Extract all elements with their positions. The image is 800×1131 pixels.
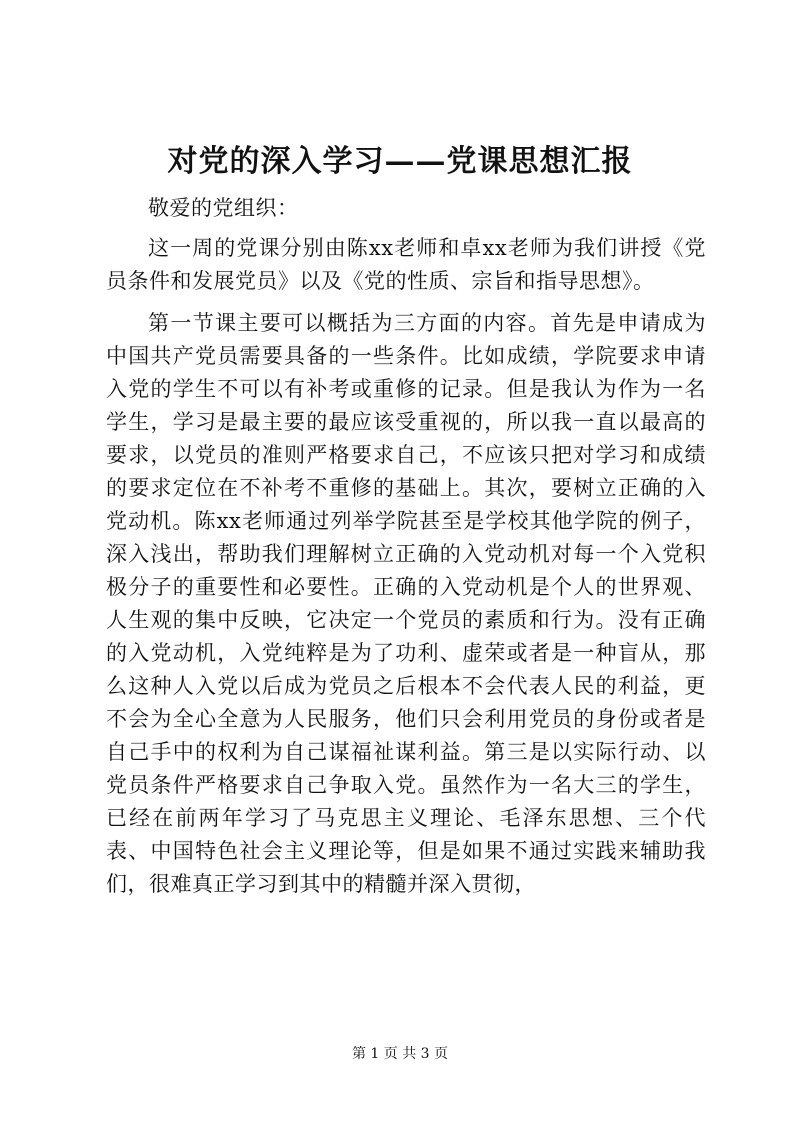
intro-paragraph: 这一周的党课分别由陈xx老师和卓xx老师为我们讲授《党员条件和发展党员》以及《党的性质、宗旨和指导思想》。	[106, 236, 706, 293]
document-title: 对党的深入学习——党课思想汇报	[167, 144, 633, 179]
page-number-footer: 第 1 页 共 3 页	[351, 1046, 449, 1062]
main-paragraph: 第一节课主要可以概括为三方面的内容。首先是申请成为中国共产党员需要具备的一些条件。比如成绩，学院要求申请入党的学生不可以有补考或重修的记录。但是我认为作为一名学生，学习是最主要的最应该受重视的，所以我一直以最高的要求，以党员的准则严格要求自己，不应该只把对学习和成绩的要求定位在不补考不重修的基础上。其次，要树立正确的入党动机。陈xx老师通过列举学院甚至是学校其他学院的例子，深入浅出，帮助我们理解树立正确的入党动机对每一个入党积极分子的重要性和必要性。正确的入党动机是个人的世界观、人生观的集中反映，它决定一个党员的素质和行为。没有正确的入党动机，入党纯粹是为了功利、虚荣或者是一种盲从，那么这种人入党以后成为党员之后根本不会代表人民的利益，更不会为全心全意为人民服务，他们只会利用党员的身份或者是自己手中的权利为自己谋福祉谋利益。第三是以实际行动、以党员条件严格要求自己争取入党。虽然作为一名大三的学生，已经在前两年学习了马克思主义理论、毛泽东思想、三个代表、中国特色社会主义理论等，但是如果不通过实践来辅助我们，很难真正学习到其中的精髓并深入贯彻，	[106, 311, 706, 896]
salutation-paragraph: 敬爱的党组织：	[148, 196, 299, 220]
document-body	[106, 192, 706, 910]
